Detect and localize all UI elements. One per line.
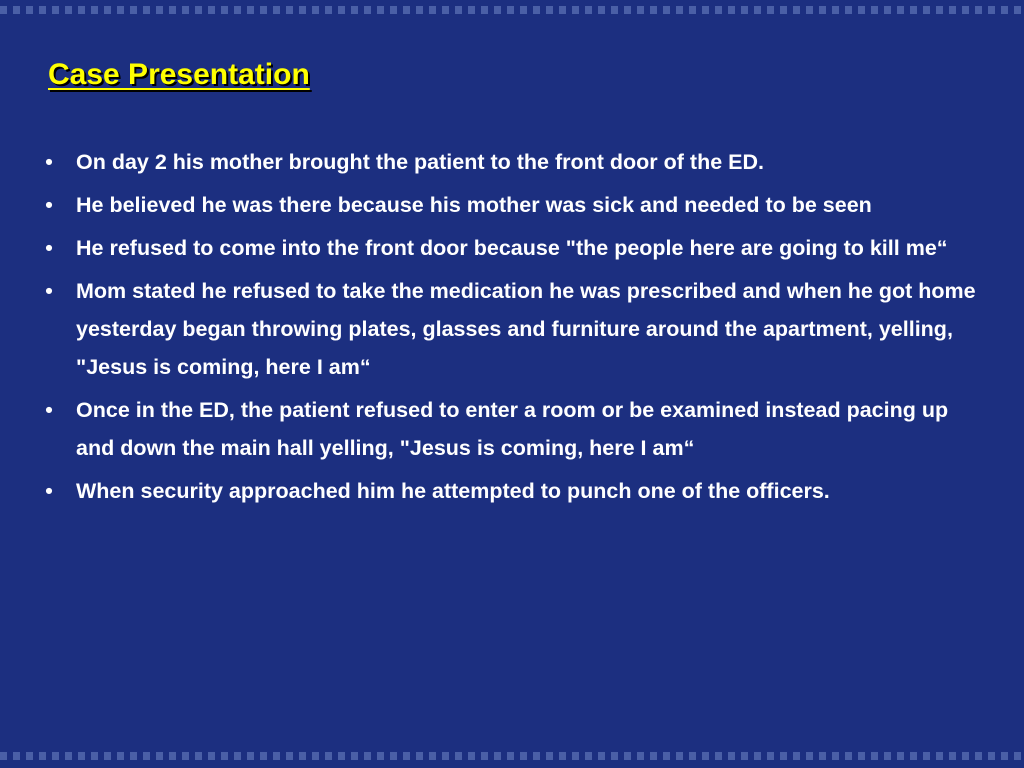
- slide-title: Case Presentation: [48, 58, 310, 91]
- bullet-item: [42, 472, 987, 510]
- bullet-item: [42, 186, 987, 224]
- bottom-dotted-border: [0, 752, 1024, 760]
- bullet-dot-icon: •: [45, 398, 53, 422]
- bullet-dot-icon: •: [45, 479, 53, 503]
- bullet-list: [42, 143, 987, 515]
- bullet-dot-icon: •: [45, 150, 53, 174]
- bullet-text: He refused to come into the front door because "the people here are going to kill me“: [76, 236, 948, 260]
- bullet-item: [42, 272, 987, 386]
- bullet-item: [42, 143, 987, 181]
- bullet-text: On day 2 his mother brought the patient to the front door of the ED.: [76, 150, 764, 174]
- bullet-text: When security approached him he attempted to punch one of the officers.: [76, 479, 830, 503]
- bullet-item: [42, 229, 987, 267]
- bullet-item: [42, 391, 987, 467]
- bullet-dot-icon: •: [45, 279, 53, 303]
- bullet-dot-icon: •: [45, 236, 53, 260]
- bullet-text: Mom stated he refused to take the medication he was prescribed and when he got home yesterday began throwing plates, glasses and furniture around the apartment, yelling, "Jesus is coming, here I am“: [76, 279, 976, 379]
- bullet-dot-icon: •: [45, 193, 53, 217]
- top-dotted-border: [0, 6, 1024, 14]
- bullet-text: He believed he was there because his mother was sick and needed to be seen: [76, 193, 872, 217]
- bullet-text: Once in the ED, the patient refused to enter a room or be examined instead pacing up and down the main hall yelling, "Jesus is coming, here I am“: [76, 398, 949, 460]
